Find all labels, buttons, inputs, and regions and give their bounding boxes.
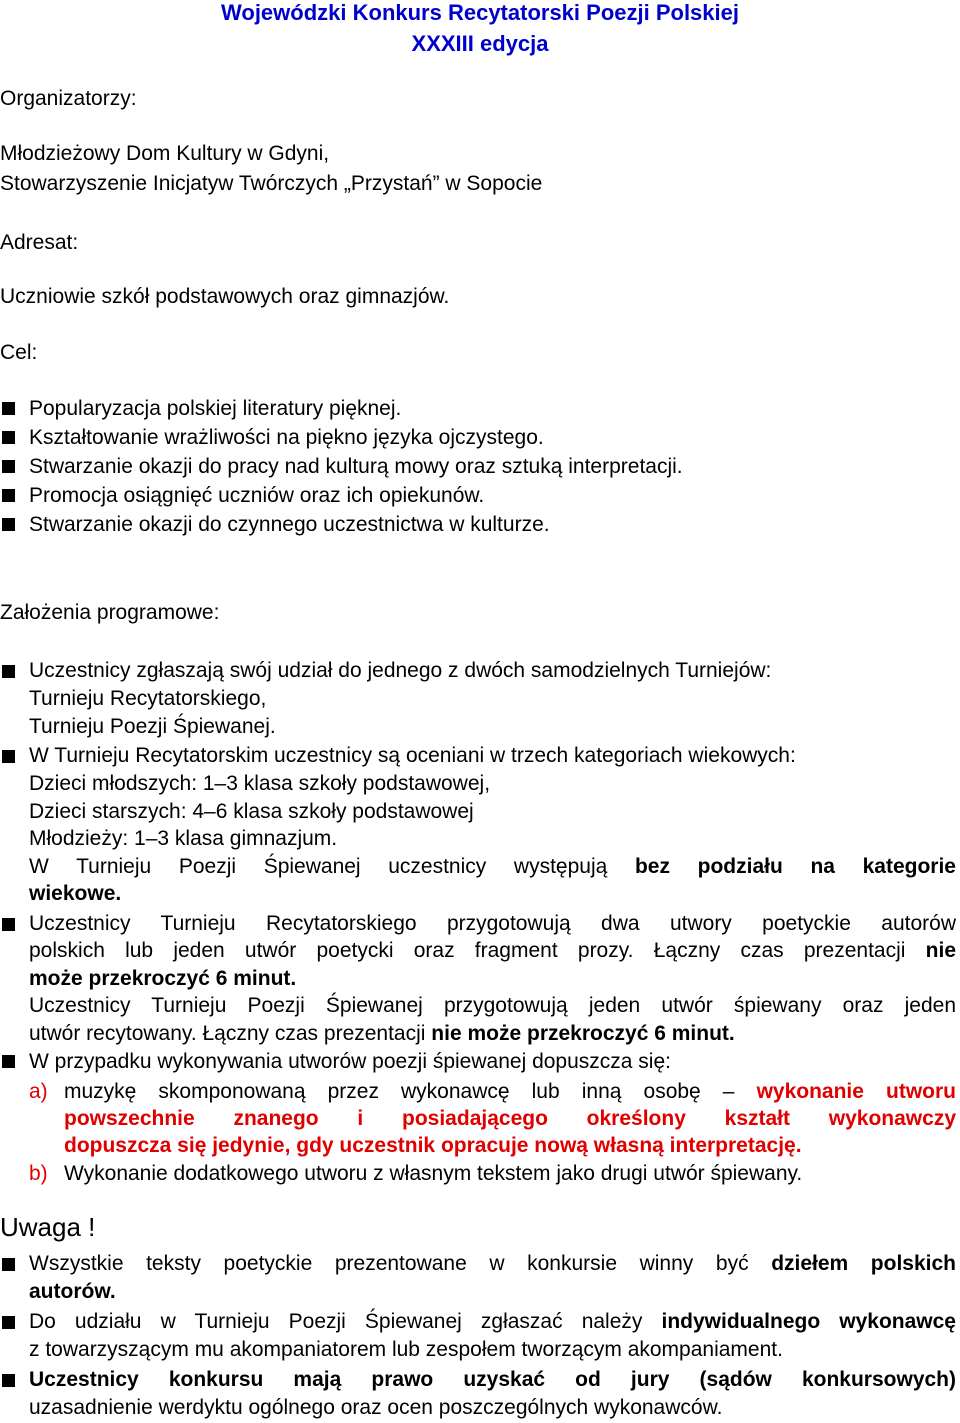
program-p1-line1: Uczestnicy zgłaszają swój udział do jednego z dwóch samodzielnych Turniejów: [29,659,772,682]
program-p3-line1: Uczestnicy Turnieju Recytatorskiego przygotowują dwa utwory poetyckie autorów [29,912,956,935]
notice-3-line2: uzasadnienie werdyktu ogólnego oraz ocen poszczególnych wykonawców. [29,1396,723,1419]
bullet-icon [2,518,15,531]
goal-item: Stwarzanie okazji do pracy nad kulturą mowy oraz sztuką interpretacji. [29,455,683,478]
goal-item: Kształtowanie wrażliwości na piękno języka ojczystego. [29,426,544,449]
bullet-icon [2,1055,15,1068]
program-p3-line5: utwór recytowany. Łączny czas prezentacji nie może przekroczyć 6 minut. [29,1022,735,1045]
bullet-icon [2,1374,15,1387]
option-a-label: a) [29,1080,48,1103]
goal-item: Promocja osiągnięć uczniów oraz ich opiekunów. [29,484,485,507]
bullet-icon [2,489,15,502]
option-a-line2: powszechnie znanego i posiadającego określony kształt wykonawczy [64,1107,956,1130]
program-p2-line1: W Turnieju Recytatorskim uczestnicy są oceniani w trzech kategoriach wiekowych: [29,744,796,767]
organizers-heading: Organizatorzy: [0,87,137,110]
page-title: Wojewódzki Konkurs Recytatorski Poezji Polskiej [221,0,739,25]
program-p2-line5: W Turnieju Poezji Śpiewanej uczestnicy występują bez podziału na kategorie [29,855,956,878]
program-p3-line2: polskich lub jeden utwór poetycki oraz fragment prozy. Łączny czas prezentacji nie [29,939,956,962]
option-b-text: Wykonanie dodatkowego utworu z własnym tekstem jako drugi utwór śpiewany. [64,1162,803,1185]
bullet-icon [2,431,15,444]
program-p2-line2: Dzieci młodszych: 1–3 klasa szkoły podstawowej, [29,772,491,795]
option-a-line1: muzykę skomponowaną przez wykonawcę lub inną osobę – wykonanie utworu [64,1080,957,1103]
goal-item: Stwarzanie okazji do czynnego uczestnictwa w kulturze. [29,513,550,536]
program-p2-line3: Dzieci starszych: 4–6 klasa szkoły podstawowej [29,800,474,823]
addressee-text: Uczniowie szkół podstawowych oraz gimnazjów. [0,285,450,308]
bullet-icon [2,460,15,473]
organizer-line-2: Stowarzyszenie Inicjatyw Twórczych „Przystań” w Sopocie [0,172,543,195]
page-subtitle: XXXIII edycja [411,31,549,56]
organizer-line-1: Młodzieżowy Dom Kultury w Gdyni, [0,142,330,165]
notice-1-line2: autorów. [29,1280,116,1303]
notice-heading: Uwaga ! [0,1212,96,1242]
program-p4-line1: W przypadku wykonywania utworów poezji śpiewanej dopuszcza się: [29,1050,671,1073]
program-p2-line4: Młodzieży: 1–3 klasa gimnazjum. [29,827,338,850]
program-p2-line6: wiekowe. [29,882,122,905]
bullet-icon [2,1258,15,1271]
bullet-icon [2,1316,15,1329]
addressee-heading: Adresat: [0,231,79,254]
bullet-icon [2,750,15,763]
bullet-icon [2,918,15,931]
bullet-icon [2,665,15,678]
notice-1-line1: Wszystkie teksty poetyckie prezentowane w konkursie winny być dziełem polskich [29,1252,956,1275]
program-p1-line2: Turnieju Recytatorskiego, [29,687,267,710]
program-p3-line4: Uczestnicy Turnieju Poezji Śpiewanej przygotowują jeden utwór śpiewany oraz jeden [29,994,956,1017]
bullet-icon [2,402,15,415]
goal-item: Popularyzacja polskiej literatury pięknej. [29,397,402,420]
notice-2-line2: z towarzyszącym mu akompaniatorem lub zespołem tworzącym akompaniament. [29,1338,783,1361]
goal-heading: Cel: [0,341,38,364]
program-p3-line3: może przekroczyć 6 minut. [29,967,297,990]
program-p1-line3: Turnieju Poezji Śpiewanej. [29,715,276,738]
option-a-line3: dopuszcza się jedynie, gdy uczestnik opracuje nową własną interpretację. [64,1134,802,1157]
program-heading: Założenia programowe: [0,601,220,624]
notice-3-line1: Uczestnicy konkursu mają prawo uzyskać od jury (sądów konkursowych) [29,1368,956,1391]
option-b-label: b) [29,1162,48,1185]
notice-2-line1: Do udziału w Turnieju Poezji Śpiewanej zgłaszać należy indywidualnego wykonawcę [29,1310,956,1333]
